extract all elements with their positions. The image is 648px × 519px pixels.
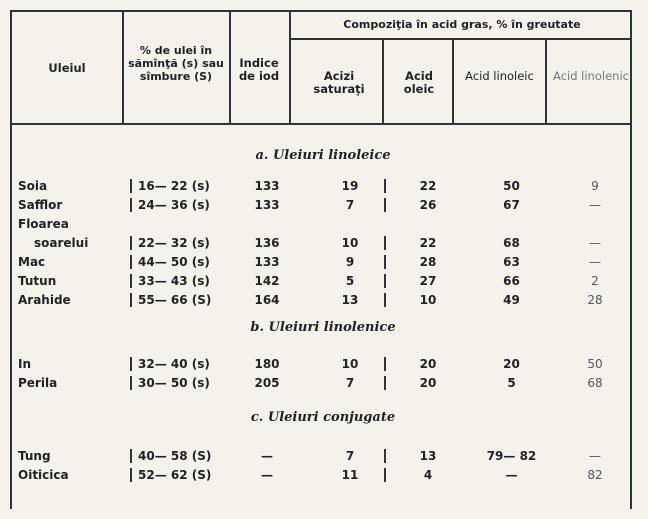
row-rule (130, 449, 132, 463)
saturated-acids: 10 (341, 357, 359, 371)
table-row (12, 195, 634, 215)
table-row (12, 446, 634, 466)
linoleic-acid: 67 (503, 198, 520, 212)
oil-name: Oiticica (18, 468, 69, 482)
iodine-index: 164 (254, 293, 280, 307)
linolenic-acid: 68 (587, 376, 603, 390)
row-rule (130, 179, 132, 193)
section-title-conjugated: c. Uleiuri conjugate (250, 410, 396, 425)
iodine-index: 205 (254, 376, 280, 390)
oil-percent: 16— 22 (s) (138, 179, 210, 193)
iodine-index: 136 (254, 236, 280, 250)
linoleic-acid: 20 (503, 357, 520, 371)
oil-name: Safflor (18, 198, 63, 212)
table-row (12, 214, 634, 234)
iodine-index: 180 (254, 357, 280, 371)
table-row (12, 176, 634, 196)
table-row (12, 233, 634, 253)
saturated-acids: 5 (345, 274, 355, 288)
row-rule (130, 293, 132, 307)
fatty-acid-table (10, 10, 632, 509)
oil-percent: 22— 32 (s) (138, 236, 210, 250)
col-divider-2 (229, 12, 231, 123)
linoleic-acid: 50 (503, 179, 520, 193)
oil-percent: 33— 43 (s) (138, 274, 210, 288)
row-rule (384, 198, 386, 212)
linolenic-acid: 9 (591, 179, 599, 193)
oil-name: soarelui (34, 236, 89, 250)
oil-percent: 55— 66 (S) (138, 293, 212, 307)
linoleic-acid: 68 (503, 236, 520, 250)
linoleic-acid: 5 (507, 376, 516, 390)
oil-name: Floarea (18, 217, 69, 231)
table-row (12, 354, 634, 374)
col-divider-1 (122, 12, 124, 123)
iodine-index: 133 (254, 198, 280, 212)
section-title-linolenic: b. Uleiuri linolenice (250, 320, 396, 335)
oleic-acid: 22 (419, 179, 437, 193)
linolenic-acid: — (589, 449, 601, 463)
saturated-acids: 11 (341, 468, 359, 482)
row-rule (384, 274, 386, 288)
row-rule (384, 468, 386, 482)
row-rule (130, 376, 132, 390)
section-title-linoleic: a. Uleiuri linoleice (255, 148, 391, 163)
saturated-acids: 10 (341, 236, 359, 250)
saturated-acids: 19 (341, 179, 359, 193)
header-divider-bottom (12, 123, 632, 125)
row-rule (130, 198, 132, 212)
col-divider-4 (382, 38, 384, 123)
row-rule (384, 255, 386, 269)
linoleic-acid: 66 (503, 274, 520, 288)
linolenic-acid: — (589, 236, 601, 250)
iodine-index: 142 (254, 274, 280, 288)
col-divider-6 (545, 38, 547, 123)
linolenic-acid: — (589, 198, 601, 212)
oleic-acid: 20 (419, 357, 437, 371)
saturated-acids: 13 (341, 293, 359, 307)
row-rule (384, 236, 386, 250)
header-divider-top (289, 38, 632, 40)
header-linolenic: Acid linolenic (553, 69, 629, 83)
oil-name: Tutun (18, 274, 57, 288)
oleic-acid: 27 (419, 274, 437, 288)
row-rule (130, 236, 132, 250)
col-divider-5 (452, 38, 454, 123)
iodine-index: — (261, 449, 273, 463)
linoleic-acid: 63 (503, 255, 520, 269)
linoleic-acid: 49 (503, 293, 520, 307)
linolenic-acid: 82 (587, 468, 603, 482)
linolenic-acid: 50 (587, 357, 603, 371)
header-saturated: Acizi saturaţi (313, 69, 365, 96)
row-rule (384, 293, 386, 307)
header-iodine-index: Indice de iod (238, 56, 280, 83)
header-oil-percent: % de ulei în sămînţă (s) sau sîmbure (S) (128, 44, 224, 83)
oil-percent: 24— 36 (s) (138, 198, 210, 212)
linolenic-acid: 2 (591, 274, 599, 288)
oleic-acid: 10 (419, 293, 437, 307)
iodine-index: 133 (254, 255, 280, 269)
linolenic-acid: — (589, 255, 601, 269)
iodine-index: — (261, 468, 273, 482)
oil-percent: 52— 62 (S) (138, 468, 212, 482)
saturated-acids: 7 (345, 449, 355, 463)
oleic-acid: 28 (419, 255, 437, 269)
oleic-acid: 26 (419, 198, 437, 212)
oil-percent: 40— 58 (S) (138, 449, 212, 463)
table-row (12, 373, 634, 393)
oleic-acid: 13 (419, 449, 437, 463)
row-rule (384, 449, 386, 463)
saturated-acids: 9 (345, 255, 355, 269)
oil-name: In (18, 357, 32, 371)
table-row (12, 271, 634, 291)
linolenic-acid: 28 (587, 293, 603, 307)
iodine-index: 133 (254, 179, 280, 193)
oil-name: Mac (18, 255, 46, 269)
header-oil: Uleiul (48, 61, 86, 75)
oleic-acid: 22 (419, 236, 437, 250)
oil-percent: 44— 50 (s) (138, 255, 210, 269)
saturated-acids: 7 (345, 376, 355, 390)
row-rule (384, 376, 386, 390)
header-fatty-acid-composition: Compoziţia în acid gras, % în greutate (343, 18, 581, 31)
row-rule (130, 274, 132, 288)
oleic-acid: 20 (419, 376, 437, 390)
row-rule (384, 357, 386, 371)
row-rule (384, 179, 386, 193)
header-oleic: Acid oleic (403, 69, 435, 96)
linoleic-acid: 79— 82 (486, 449, 537, 463)
table-row (12, 252, 634, 272)
table-row (12, 290, 634, 310)
header-linoleic: Acid linoleic (465, 69, 534, 83)
row-rule (130, 468, 132, 482)
oil-percent: 32— 40 (s) (138, 357, 210, 371)
saturated-acids: 7 (345, 198, 355, 212)
row-rule (130, 357, 132, 371)
linoleic-acid: — (505, 468, 518, 482)
oil-name: Arahide (18, 293, 71, 307)
oil-name: Soia (18, 179, 48, 193)
oleic-acid: 4 (423, 468, 433, 482)
oil-name: Perila (18, 376, 58, 390)
oil-name: Tung (18, 449, 51, 463)
table-row (12, 465, 634, 485)
col-divider-3 (289, 12, 291, 123)
row-rule (130, 255, 132, 269)
oil-percent: 30— 50 (s) (138, 376, 210, 390)
